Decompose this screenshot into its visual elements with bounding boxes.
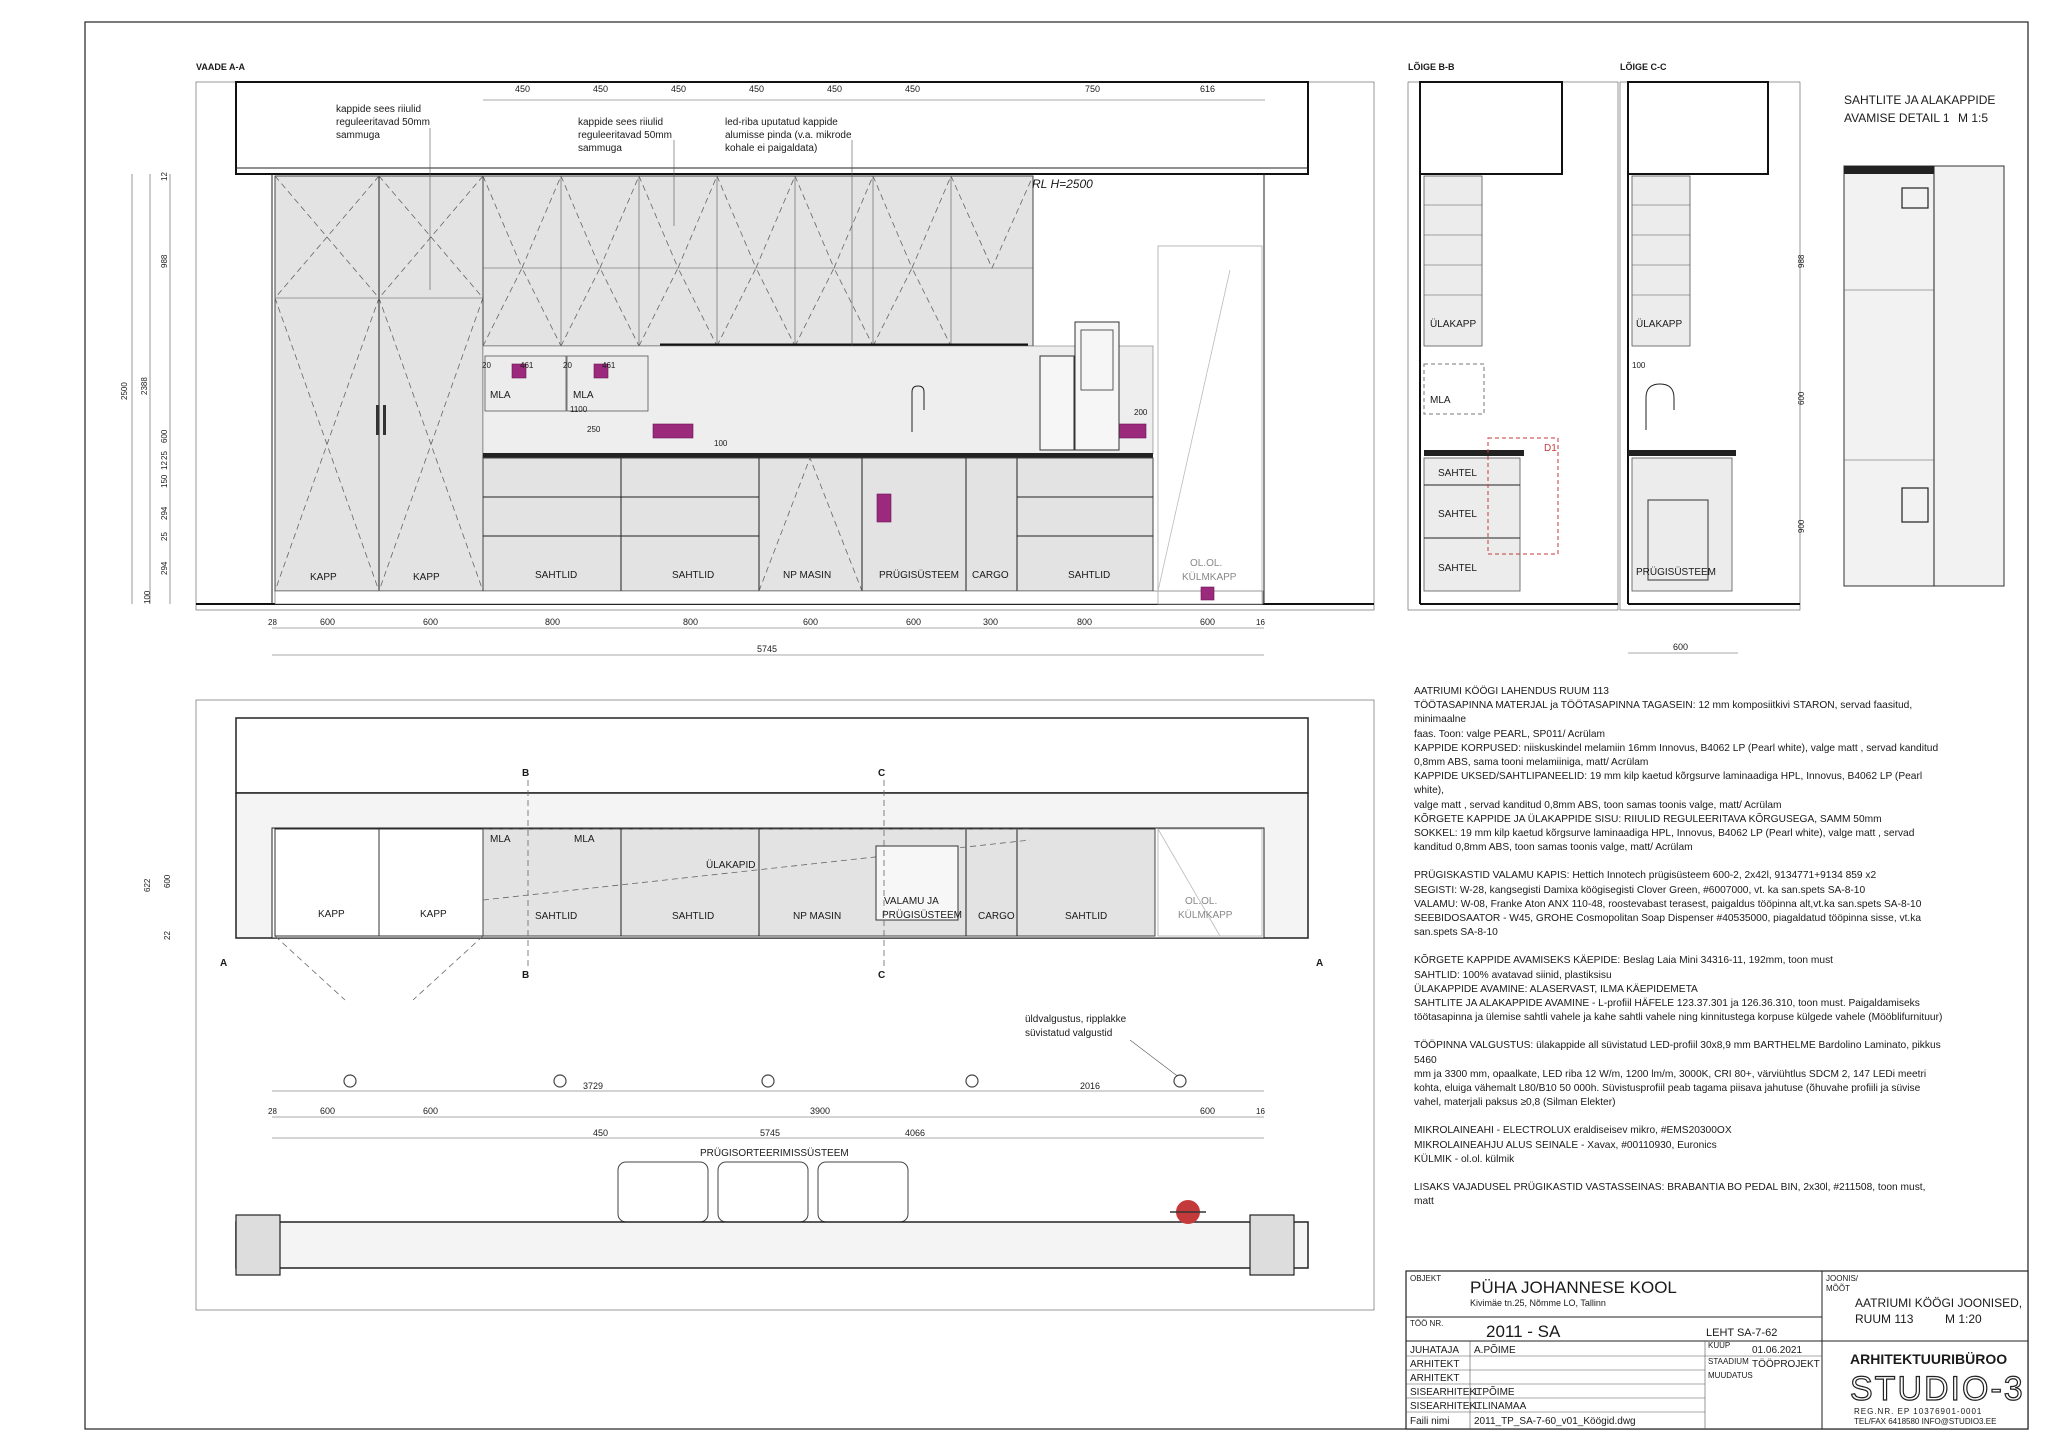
svg-text:988: 988: [1797, 254, 1806, 268]
tall-cabinet-handle: [376, 405, 379, 435]
svg-text:OL.OL.: OL.OL.: [1185, 896, 1218, 907]
svg-text:28: 28: [268, 618, 277, 627]
notes-paragraph: [1414, 685, 1944, 855]
svg-text:SISEARHITEKT: SISEARHITEKT: [1410, 1401, 1483, 1412]
svg-text:25: 25: [160, 451, 169, 460]
svg-text:KAPP: KAPP: [420, 909, 447, 920]
notes-paragraph: [1414, 869, 1944, 940]
notes-paragraph: [1414, 1181, 1944, 1209]
svg-text:ÜLAKAPP: ÜLAKAPP: [1430, 319, 1477, 330]
project-name: PÜHA JOHANNESE KOOL: [1470, 1278, 1677, 1297]
svg-text:5745: 5745: [760, 1128, 781, 1138]
waste-bin: [718, 1162, 808, 1222]
svg-text:2016: 2016: [1080, 1081, 1101, 1091]
notes-line: kohta, eluiga vähemalt L80/B10 50 000h. Süvistusprofiil peab tagama piisava jahutuse (õhuvahe profiili ja süvise: [1414, 1083, 1921, 1095]
svg-text:kohale ei paigaldata): kohale ei paigaldata): [725, 143, 818, 154]
notes-line: valge matt , servad kanditud 0,8mm ABS, toon samas toonis valge, matt/ Acrülam: [1414, 799, 1782, 811]
svg-text:200: 200: [1134, 408, 1148, 417]
svg-text:988: 988: [160, 254, 169, 268]
fridge-socket: [1201, 587, 1214, 600]
svg-text:01.06.2021: 01.06.2021: [1752, 1345, 1803, 1356]
svg-text:600: 600: [423, 1106, 439, 1116]
svg-text:800: 800: [545, 617, 561, 627]
notes-line: KAPPIDE KORPUSED: niiskuskindel melamiin 16mm Innovus, B4062 LP (Pearl white), valge matt , servad kanditud: [1414, 742, 1939, 754]
notes-line: töötasapinna ja ülemise sahtli vahele ja kahe sahtli vahele ning kinnitustega korpuse külgede vahele (Mööblifurnituur): [1414, 1012, 1943, 1024]
notes-line: SAHTLITE JA ALAKAPPIDE AVAMINE - L-profiil HÄFELE 123.37.301 ja 126.36.310, toon must. Paigaldamiseks: [1414, 998, 1920, 1010]
svg-text:294: 294: [160, 506, 169, 520]
svg-text:L.PÕIME: L.PÕIME: [1474, 1387, 1515, 1398]
svg-text:150: 150: [160, 474, 169, 488]
svg-text:450: 450: [671, 84, 687, 94]
notes-line: MIKROLAINEAHI - ELECTROLUX eraldiseisev mikro, #EMS20300OX: [1414, 1125, 1732, 1137]
svg-text:kappide sees riiulid: kappide sees riiulid: [336, 104, 422, 115]
notes-line: KÕRGETE KAPPIDE AVAMISEKS KÄEPIDE: Beslag Laia Mini 34316-11, 192mm, toon must: [1414, 955, 1833, 967]
coffee-machine: [1075, 322, 1119, 450]
svg-text:RUUM 113: RUUM 113: [1855, 1312, 1914, 1326]
light-icon: [344, 1075, 356, 1087]
svg-text:600: 600: [163, 874, 172, 888]
svg-text:KAPP: KAPP: [318, 909, 345, 920]
notes-line: LISAKS VAJADUSEL PRÜGIKASTID VASTASSEINAS: BRABANTIA BO PEDAL BIN, 2x30l, #211508, toon must, matt: [1414, 1182, 1926, 1208]
svg-text:600: 600: [906, 617, 922, 627]
svg-text:AVAMISE DETAIL 1: AVAMISE DETAIL 1: [1844, 111, 1950, 125]
notes-line: SAHTLID: 100% avatavad siinid, plastiksisu: [1414, 969, 1612, 981]
notes-line: SEEBIDOSAATOR - W45, GROHE Cosmopolitan Soap Dispenser #40535000, piagaldatud tööpinna sisse, vt.ka: [1414, 913, 1921, 925]
notes-paragraph: [1414, 1039, 1944, 1110]
svg-text:PRÜGISORTEERIMISSÜSTEEM: PRÜGISORTEERIMISSÜSTEEM: [700, 1148, 849, 1159]
sheet-number: LEHT SA-7-62: [1706, 1327, 1778, 1339]
svg-text:OBJEKT: OBJEKT: [1410, 1274, 1442, 1283]
svg-text:STAADIUM: STAADIUM: [1708, 1357, 1749, 1366]
svg-text:SAHTLITE JA ALAKAPPIDE: SAHTLITE JA ALAKAPPIDE: [1844, 93, 1996, 107]
svg-text:3900: 3900: [810, 1106, 831, 1116]
svg-text:PRÜGISÜSTEEM: PRÜGISÜSTEEM: [1636, 567, 1717, 578]
notes-line: PRÜGISKASTID VALAMU KAPIS: Hettich Innotech prügisüsteem 600-2, 2x42l, 9134771+9134 859 x2: [1414, 870, 1877, 882]
notes-line: 0,8mm ABS, sama tooni melamiiniga, matt/ Acrülam: [1414, 757, 1649, 769]
label-cargo: CARGO: [972, 570, 1009, 581]
svg-text:alumisse pinda (v.a. mikrode: alumisse pinda (v.a. mikrode: [725, 130, 852, 141]
countertop: [483, 453, 1153, 458]
svg-text:TÖÖPROJEKT: TÖÖPROJEKT: [1752, 1359, 1820, 1370]
svg-text:100: 100: [1632, 361, 1646, 370]
plan-sink: [876, 846, 958, 920]
svg-text:450: 450: [593, 1128, 609, 1138]
vertical-dimensions: [120, 172, 169, 604]
light-icon: [966, 1075, 978, 1087]
firm-logo-studio: STUDIO-3: [1850, 1370, 2025, 1408]
svg-text:SAHTEL: SAHTEL: [1438, 563, 1477, 574]
svg-text:616: 616: [1200, 84, 1216, 94]
svg-text:600: 600: [1200, 617, 1216, 627]
section-c-c: [1620, 62, 1806, 653]
svg-text:600: 600: [423, 617, 439, 627]
firm-logo: ARHITEKTUURIBÜROO: [1850, 1351, 2008, 1367]
notes-line: AATRIUMI KÖÖGI LAHENDUS RUUM 113: [1414, 686, 1609, 697]
svg-text:KÜLMKAPP: KÜLMKAPP: [1178, 910, 1233, 921]
svg-text:D1: D1: [1544, 443, 1557, 454]
svg-text:22: 22: [163, 931, 172, 940]
svg-text:12: 12: [160, 461, 169, 470]
svg-text:VALAMU JA: VALAMU JA: [884, 896, 939, 907]
notes-line: ÜLAKAPPIDE AVAMINE: ALASERVAST, ILMA KÄEPIDEMETA: [1414, 983, 1698, 995]
elevation-title: VAADE A-A: [196, 62, 245, 72]
label-kapp-1: KAPP: [310, 572, 337, 583]
svg-text:MLA: MLA: [490, 834, 511, 845]
svg-text:5745: 5745: [757, 644, 778, 654]
marker-b-top: B: [522, 768, 530, 779]
svg-text:ARHITEKT: ARHITEKT: [1410, 1373, 1460, 1384]
waste-bin: [818, 1162, 908, 1222]
svg-text:16: 16: [1256, 618, 1265, 627]
svg-text:M 1:20: M 1:20: [1945, 1312, 1982, 1326]
svg-text:Faili nimi: Faili nimi: [1410, 1416, 1450, 1427]
svg-text:16: 16: [1256, 1107, 1265, 1116]
svg-text:250: 250: [587, 425, 601, 434]
job-number: 2011 - SA: [1486, 1322, 1561, 1341]
svg-text:2500: 2500: [120, 382, 129, 400]
label-kapp-2: KAPP: [413, 572, 440, 583]
svg-text:sammuga: sammuga: [336, 130, 380, 141]
svg-text:450: 450: [593, 84, 609, 94]
svg-text:TEL/FAX 6418580 INFO@STUDIO3.: TEL/FAX 6418580 INFO@STUDIO3.EE: [1854, 1417, 1997, 1426]
svg-text:SISEARHITEKT: SISEARHITEKT: [1410, 1387, 1483, 1398]
svg-text:600: 600: [320, 617, 336, 627]
svg-text:A.PÕIME: A.PÕIME: [1474, 1345, 1516, 1356]
svg-text:100: 100: [143, 590, 152, 604]
marker-b-bottom: B: [522, 970, 530, 981]
svg-text:SAHTEL: SAHTEL: [1438, 509, 1477, 520]
notes-line: SOKKEL: 19 mm kilp kaetud kõrgsurve laminaadiga HPL, Innovus, B4062 LP (Pearl white), valge matt , servad: [1414, 828, 1915, 840]
svg-text:461: 461: [602, 361, 616, 370]
svg-text:JUHATAJA: JUHATAJA: [1410, 1345, 1460, 1356]
label-np-masin: NP MASIN: [783, 570, 832, 581]
svg-text:461: 461: [520, 361, 534, 370]
svg-text:600: 600: [1673, 642, 1689, 652]
svg-text:20: 20: [563, 361, 572, 370]
svg-text:MLA: MLA: [574, 834, 595, 845]
notes-line: KÜLMIK - ol.ol. külmik: [1414, 1153, 1515, 1165]
svg-text:800: 800: [683, 617, 699, 627]
notes-line: san.spets SA-8-10: [1414, 927, 1498, 939]
upper-cabinets: [483, 176, 1033, 346]
svg-text:MÕÕT: MÕÕT: [1826, 1284, 1850, 1293]
marker-a-left: A: [220, 958, 228, 969]
ceiling-bulkhead: [236, 82, 1308, 174]
light-icon: [554, 1075, 566, 1087]
light-icon: [762, 1075, 774, 1087]
svg-text:600: 600: [160, 429, 169, 443]
svg-text:450: 450: [827, 84, 843, 94]
title-block: [1406, 1271, 2028, 1429]
svg-text:REG.NR. EP 10376901-0001: REG.NR. EP 10376901-0001: [1854, 1407, 1983, 1416]
svg-text:SAHTLID: SAHTLID: [672, 911, 715, 922]
section-b-b: [1408, 62, 1618, 610]
svg-text:600: 600: [1200, 1106, 1216, 1116]
svg-text:led-riba uputatud kappide: led-riba uputatud kappide: [725, 117, 838, 128]
marker-c-top: C: [878, 768, 886, 779]
elevation-a-a: [120, 62, 1374, 655]
svg-text:4066: 4066: [905, 1128, 926, 1138]
svg-text:MLA: MLA: [1430, 395, 1451, 406]
svg-text:SAHTEL: SAHTEL: [1438, 468, 1477, 479]
notes-paragraph: [1414, 954, 1944, 1025]
svg-text:kappide sees riiulid: kappide sees riiulid: [578, 117, 664, 128]
label-sahtlid-2: SAHTLID: [672, 570, 715, 581]
opposite-wall: [236, 1222, 1308, 1268]
svg-text:PRÜGISÜSTEEM: PRÜGISÜSTEEM: [882, 910, 963, 921]
svg-text:Kivimäe tn.25, Nõmme LO, Talli: Kivimäe tn.25, Nõmme LO, Tallinn: [1470, 1298, 1606, 1308]
svg-text:JOONIS/: JOONIS/: [1826, 1274, 1859, 1283]
svg-text:2388: 2388: [140, 377, 149, 395]
plan-view: [143, 700, 1374, 1310]
svg-text:622: 622: [143, 878, 152, 892]
light-icon: [1174, 1075, 1186, 1087]
svg-text:800: 800: [1077, 617, 1093, 627]
svg-text:MUUDATUS: MUUDATUS: [1708, 1371, 1753, 1380]
svg-text:süvistatud valgustid: süvistatud valgustid: [1025, 1028, 1113, 1039]
section-c-title: LÕIGE C-C: [1620, 62, 1667, 72]
label-mla-1: MLA: [490, 390, 511, 401]
svg-text:ARHITEKT: ARHITEKT: [1410, 1359, 1460, 1370]
svg-text:reguleeritavad 50mm: reguleeritavad 50mm: [336, 117, 430, 128]
waste-bin: [618, 1162, 708, 1222]
svg-text:reguleeritavad 50mm: reguleeritavad 50mm: [578, 130, 672, 141]
label-sahtlid-3: SAHTLID: [1068, 570, 1111, 581]
notes-line: SEGISTI: W-28, kangsegisti Damixa köögisegisti Clover Green, #6007000, vt. ka san.spets SA-8-10: [1414, 884, 1866, 896]
rl-height: RL H=2500: [1032, 177, 1093, 191]
svg-text:450: 450: [905, 84, 921, 94]
section-c-faucet: [1646, 384, 1674, 430]
notes-line: KAPPIDE UKSED/SAHTLIPANEELID: 19 mm kilp kaetud kõrgsurve laminaadiga HPL, Innovus, B4062 LP (Pearl white),: [1414, 771, 1923, 797]
label-fridge-2: KÜLMKAPP: [1182, 572, 1237, 583]
svg-text:ÜLAKAPP: ÜLAKAPP: [1636, 319, 1683, 330]
bottom-dimensions: [268, 617, 1265, 654]
svg-text:900: 900: [1797, 519, 1806, 533]
socket-3: [653, 424, 693, 438]
notes-line: TÖÖPINNA VALGUSTUS: ülakappide all süvistatud LED-profiil 30x8,9 mm BARTHELME Bardolino Laminato, pikkus 5460: [1414, 1040, 1941, 1066]
ceiling-lights: [344, 1075, 1186, 1087]
detail-drawing: [1844, 166, 2004, 586]
plinth: [275, 591, 1263, 604]
specification-notes: [1414, 685, 1944, 1224]
notes-line: vahel, materjali paksus ≥0,8 (Silman Elekter): [1414, 1097, 1616, 1109]
svg-text:1100: 1100: [570, 405, 588, 414]
notes-paragraph: [1414, 1124, 1944, 1167]
svg-text:20: 20: [482, 361, 491, 370]
svg-text:100: 100: [714, 439, 728, 448]
svg-text:12: 12: [160, 172, 169, 181]
svg-text:SAHTLID: SAHTLID: [535, 911, 578, 922]
notes-line: VALAMU: W-08, Franke Aton ANX 110-48, roostevabast terasest, paigaldus tööpinna alt,vt.ka san.spets SA-8-10: [1414, 898, 1922, 910]
marker-a-right: A: [1316, 958, 1324, 969]
notes-line: kanditud 0,8mm ABS, toon samas toonis valge, matt/ Acrülam: [1414, 842, 1693, 854]
marker-c-bottom: C: [878, 970, 886, 981]
svg-text:M 1:5: M 1:5: [1958, 111, 1989, 125]
svg-text:750: 750: [1085, 84, 1101, 94]
svg-text:25: 25: [160, 532, 169, 541]
svg-text:294: 294: [160, 561, 169, 575]
label-prugisusteem: PRÜGISÜSTEEM: [879, 570, 960, 581]
svg-text:üldvalgustus, ripplakke: üldvalgustus, ripplakke: [1025, 1014, 1127, 1025]
svg-text:sammuga: sammuga: [578, 143, 622, 154]
drawing-title: AATRIUMI KÖÖGI JOONISED,: [1855, 1296, 2023, 1310]
svg-text:3729: 3729: [583, 1081, 604, 1091]
svg-text:SAHTLID: SAHTLID: [1065, 911, 1108, 922]
notes-line: MIKROLAINEAHJU ALUS SEINALE - Xavax, #00110930, Euronics: [1414, 1139, 1717, 1151]
notes-line: mm ja 3300 mm, opaalkate, LED riba 12 W/m, 1200 lm/m, 3000K, CRI 80+, värviühtlus SDCM 2, 147 LEDi meetri: [1414, 1068, 1927, 1080]
svg-text:450: 450: [749, 84, 765, 94]
label-fridge-1: OL.OL.: [1190, 558, 1223, 569]
svg-text:TÖÖ NR.: TÖÖ NR.: [1410, 1319, 1444, 1328]
svg-text:600: 600: [803, 617, 819, 627]
file-name: 2011_TP_SA-7-60_v01_Köögid.dwg: [1474, 1416, 1636, 1427]
svg-text:CARGO: CARGO: [978, 911, 1015, 922]
detail-1: [1844, 93, 2004, 586]
svg-text:450: 450: [515, 84, 531, 94]
label-sahtlid-1: SAHTLID: [535, 570, 578, 581]
notes-line: TÖÖTASAPINNA MATERJAL ja TÖÖTASAPINNA TAGASEIN: 12 mm komposiitkivi STARON, servad faasitud, minimaalne: [1414, 700, 1913, 726]
svg-text:KUUP: KUUP: [1708, 1341, 1731, 1350]
svg-text:600: 600: [320, 1106, 336, 1116]
svg-text:28: 28: [268, 1107, 277, 1116]
section-b-title: LÕIGE B-B: [1408, 62, 1455, 72]
notes-line: faas. Toon: valge PEARL, SP011/ Acrülam: [1414, 728, 1606, 740]
svg-text:L.LINAMAA: L.LINAMAA: [1474, 1401, 1527, 1412]
notes-line: KÕRGETE KAPPIDE JA ÜLAKAPPIDE SISU: RIIULID REGULEERITAVA KÕRGUSEGA, SAMM 50mm: [1414, 813, 1882, 825]
svg-text:300: 300: [983, 617, 999, 627]
fridge-outline: [1158, 246, 1262, 604]
waste-system-mark: [877, 494, 891, 522]
svg-text:ÜLAKAPID: ÜLAKAPID: [706, 860, 756, 871]
svg-text:NP MASIN: NP MASIN: [793, 911, 842, 922]
svg-text:600: 600: [1797, 391, 1806, 405]
label-mla-2: MLA: [573, 390, 594, 401]
